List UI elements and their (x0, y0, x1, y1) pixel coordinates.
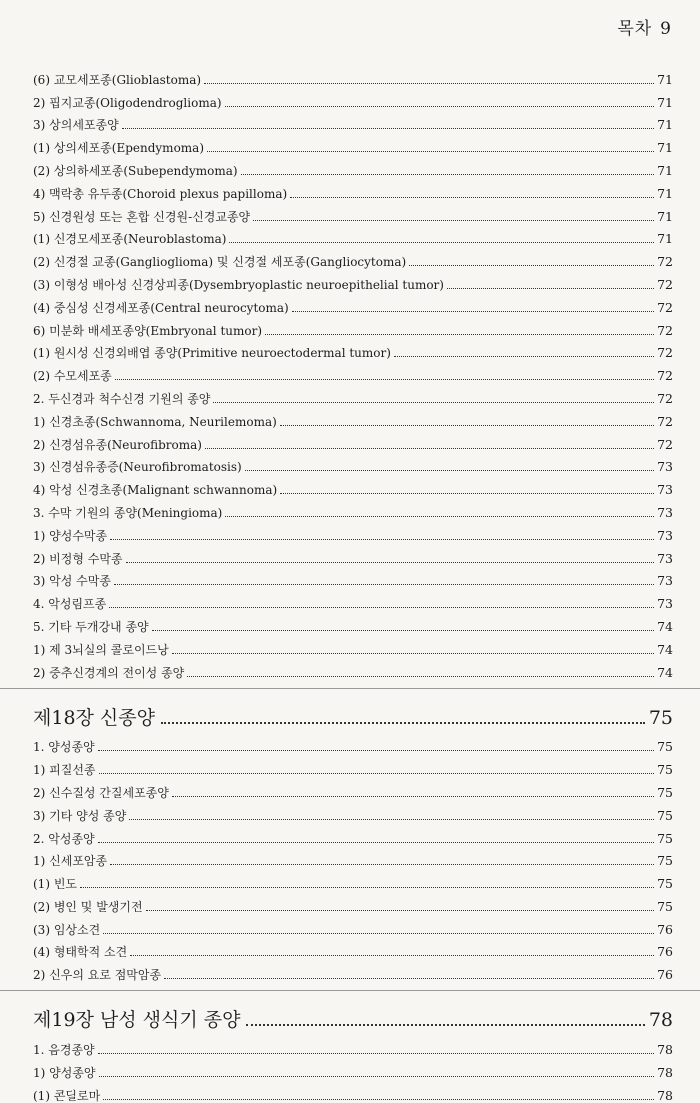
toc-entry-page-number: 71 (657, 231, 673, 247)
toc-entry-title: (2) 상의하세포종(Subependymoma) (33, 163, 238, 178)
toc-entry-page-number: 73 (657, 527, 673, 543)
header-page-number: 9 (660, 19, 672, 39)
toc-entry[interactable] (33, 201, 673, 224)
toc-entry-page-number: 74 (657, 618, 673, 634)
toc-entry-page-number: 76 (657, 921, 673, 937)
toc-entry[interactable] (33, 868, 673, 891)
toc-entry-title: 1) 피질선종 (33, 763, 96, 778)
toc-entry-title: 2) 신경섬유종(Neurofibroma) (33, 437, 202, 452)
dot-leader (152, 630, 654, 631)
toc-entry-page-number: 75 (657, 784, 673, 800)
toc-entry[interactable] (33, 1057, 673, 1080)
dot-leader (103, 1099, 654, 1100)
toc-entry-title: 5) 신경원성 또는 혼합 신경원-신경교종양 (33, 209, 251, 224)
toc-entry[interactable] (33, 914, 673, 937)
toc-entry-page-number: 73 (657, 482, 673, 498)
toc-entry-title: 2) 비정형 수막종 (33, 551, 123, 566)
dot-leader (229, 242, 654, 243)
toc-entry[interactable] (33, 634, 673, 657)
toc-entry[interactable] (33, 611, 673, 634)
toc-entry-title: 3) 기타 양성 종양 (33, 808, 127, 823)
toc-entry[interactable] (33, 543, 673, 566)
dot-leader (122, 128, 654, 129)
toc-entry-title: (1) 상의세포종(Ependymoma) (33, 141, 205, 156)
toc-entry-title: 4) 맥락총 유두종(Choroid plexus papilloma) (33, 186, 288, 201)
toc-entry[interactable] (33, 520, 673, 543)
page-header (617, 14, 672, 39)
toc-entry-title: (4) 형태학적 소견 (33, 945, 128, 960)
toc-entry[interactable] (33, 937, 673, 960)
toc-entry-title: 1) 신경초종(Schwannoma, Neurilemoma) (33, 414, 277, 429)
dot-leader (164, 978, 654, 979)
toc-entry[interactable] (33, 474, 673, 497)
toc-entry[interactable] (33, 132, 673, 155)
toc-entry[interactable] (33, 1034, 673, 1057)
toc-entry[interactable] (33, 360, 673, 383)
dot-leader (146, 910, 655, 911)
section-divider (0, 990, 700, 991)
dot-leader (204, 83, 654, 84)
toc-entry[interactable] (33, 178, 673, 201)
dot-leader (246, 1024, 644, 1026)
toc-entry[interactable] (33, 777, 673, 800)
section-divider (0, 688, 700, 689)
toc-entry-title: 2. 두신경과 척수신경 기원의 종양 (33, 391, 211, 406)
toc-entry-title: 5. 기타 두개강내 종양 (33, 619, 149, 634)
toc-entry-title: (1) 신경모세포종(Neuroblastoma) (33, 232, 227, 247)
dot-leader (80, 887, 654, 888)
toc-entry-page-number: 73 (657, 504, 673, 520)
toc-entry[interactable] (33, 315, 673, 338)
toc-entry-title: 6) 미분화 배세포종양(Embryonal tumor) (33, 323, 263, 338)
toc-entry-page-number: 75 (657, 830, 673, 846)
chapter-title: 제19장 남성 생식기 종양 (33, 1009, 241, 1032)
toc-entry[interactable] (33, 588, 673, 611)
dot-leader (241, 174, 655, 175)
dot-leader (225, 516, 654, 517)
toc-entry-page-number: 75 (657, 898, 673, 914)
toc-entry[interactable] (33, 891, 673, 914)
toc-entry-title: 3) 상의세포종양 (33, 118, 119, 133)
toc-entry-page-number: 71 (657, 117, 673, 133)
toc-entry-page-number: 71 (657, 208, 673, 224)
toc-entry[interactable] (33, 155, 673, 178)
dot-leader (126, 562, 655, 563)
chapter-page-number: 75 (648, 706, 673, 729)
toc-entry-title: 1) 양성수막종 (33, 528, 108, 543)
dot-leader (110, 539, 654, 540)
toc-entry-title: (3) 임상소견 (33, 922, 101, 937)
dot-leader (280, 493, 654, 494)
toc-entry-page-number: 72 (657, 390, 673, 406)
toc-entry-page-number: 71 (657, 140, 673, 156)
toc-entry-page-number: 71 (657, 162, 673, 178)
toc-entry-title: (1) 빈도 (33, 877, 77, 892)
toc-entry-page-number: 73 (657, 596, 673, 612)
header-label: 목차 (617, 19, 653, 39)
dot-leader (172, 653, 654, 654)
toc-entry-page-number: 72 (657, 345, 673, 361)
toc-entry-title: 1. 음경종양 (33, 1043, 95, 1058)
dot-leader (225, 106, 655, 107)
chapter-page-number: 78 (648, 1009, 673, 1032)
dot-leader (110, 864, 654, 865)
toc-entry-page-number: 78 (657, 1042, 673, 1058)
toc-entry-title: (1) 원시성 신경외배엽 종양(Primitive neuroectodermal tumor) (33, 346, 391, 361)
toc-entry-page-number: 76 (657, 967, 673, 983)
dot-leader (290, 197, 654, 198)
table-of-contents (33, 64, 673, 1103)
toc-entry[interactable] (33, 452, 673, 475)
dot-leader (161, 722, 645, 724)
dot-leader (292, 311, 654, 312)
toc-entry-page-number: 75 (657, 853, 673, 869)
dot-leader (213, 402, 654, 403)
toc-entry-page-number: 72 (657, 368, 673, 384)
toc-entry-title: 3. 수막 기원의 종양(Meningioma) (33, 505, 223, 520)
toc-entry-title: (1) 콘딜로마 (33, 1088, 101, 1103)
dot-leader (280, 425, 654, 426)
toc-entry[interactable] (33, 64, 673, 87)
dot-leader (130, 955, 654, 956)
toc-entry-title: 1. 양성종양 (33, 740, 95, 755)
toc-entry-page-number: 71 (657, 94, 673, 110)
toc-entry-page-number: 75 (657, 762, 673, 778)
toc-entry-title: (2) 병인 및 발생기전 (33, 899, 143, 914)
toc-entry-title: 3) 신경섬유종증(Neurofibromatosis) (33, 460, 242, 475)
toc-entry-page-number: 73 (657, 459, 673, 475)
toc-entry[interactable] (33, 269, 673, 292)
toc-entry[interactable] (33, 732, 673, 755)
toc-entry[interactable] (33, 800, 673, 823)
toc-entry[interactable] (33, 224, 673, 247)
toc-entry-page-number: 72 (657, 254, 673, 270)
toc-entry-page-number: 78 (657, 1064, 673, 1080)
toc-entry[interactable] (33, 754, 673, 777)
toc-entry-title: 1) 제 3뇌실의 콜로이드낭 (33, 642, 169, 657)
toc-entry-page-number: 75 (657, 807, 673, 823)
toc-entry-title: (3) 이형성 배아성 신경상피종(Dysembryoplastic neuroepithelial tumor) (33, 277, 444, 292)
toc-entry-title: (6) 교모세포종(Glioblastoma) (33, 72, 202, 87)
toc-entry-title: 3) 악성 수막종 (33, 574, 111, 589)
dot-leader (205, 448, 654, 449)
toc-entry-page-number: 74 (657, 641, 673, 657)
dot-leader (99, 1076, 655, 1077)
toc-entry-title: 1) 양성종양 (33, 1065, 96, 1080)
toc-entry-page-number: 72 (657, 276, 673, 292)
toc-entry-page-number: 72 (657, 322, 673, 338)
toc-entry-title: 4. 악성림프종 (33, 597, 107, 612)
toc-entry-page-number: 72 (657, 299, 673, 315)
toc-entry[interactable] (33, 566, 673, 589)
toc-entry[interactable] (33, 338, 673, 361)
toc-entry-title: 2. 악성종양 (33, 831, 95, 846)
toc-entry-title: 2) 신수질성 간질세포종양 (33, 785, 169, 800)
dot-leader (409, 265, 654, 266)
toc-entry[interactable] (33, 657, 673, 680)
toc-entry-title: 4) 악성 신경초종(Malignant schwannoma) (33, 483, 278, 498)
toc-entry-title: 2) 신우의 요로 점막암종 (33, 968, 162, 983)
dot-leader (109, 607, 654, 608)
toc-entry-page-number: 72 (657, 436, 673, 452)
chapter-heading[interactable] (33, 999, 673, 1031)
toc-entry-page-number: 75 (657, 876, 673, 892)
toc-entry[interactable] (33, 1080, 673, 1103)
dot-leader (98, 750, 654, 751)
toc-entry-page-number: 73 (657, 550, 673, 566)
dot-leader (253, 220, 654, 221)
toc-entry[interactable] (33, 406, 673, 429)
toc-entry[interactable] (33, 497, 673, 520)
chapter-heading[interactable] (33, 697, 673, 729)
toc-entry-page-number: 71 (657, 71, 673, 87)
dot-leader (103, 933, 654, 934)
toc-entry-page-number: 78 (657, 1087, 673, 1103)
toc-entry[interactable] (33, 110, 673, 133)
toc-entry-title: 2) 핍지교종(Oligodendroglioma) (33, 95, 222, 110)
toc-entry[interactable] (33, 823, 673, 846)
toc-entry-page-number: 75 (657, 739, 673, 755)
toc-entry[interactable] (33, 429, 673, 452)
dot-leader (115, 379, 654, 380)
toc-entry-page-number: 71 (657, 185, 673, 201)
dot-leader (394, 356, 654, 357)
toc-entry-title: (2) 수모세포종 (33, 369, 112, 384)
dot-leader (245, 470, 654, 471)
dot-leader (447, 288, 654, 289)
chapter-title: 제18장 신종양 (33, 706, 155, 729)
dot-leader (172, 796, 654, 797)
dot-leader (187, 676, 654, 677)
dot-leader (98, 1053, 654, 1054)
toc-entry-page-number: 74 (657, 664, 673, 680)
toc-entry-title: 1) 신세포암종 (33, 854, 108, 869)
toc-entry[interactable] (33, 383, 673, 406)
toc-entry-title: 2) 중추신경계의 전이성 종양 (33, 665, 185, 680)
toc-entry-page-number: 72 (657, 413, 673, 429)
dot-leader (114, 584, 654, 585)
dot-leader (99, 773, 655, 774)
toc-entry-page-number: 76 (657, 944, 673, 960)
toc-entry[interactable] (33, 246, 673, 269)
toc-entry-title: (2) 신경절 교종(Ganglioglioma) 및 신경절 세포종(Gangliocytoma) (33, 255, 407, 270)
dot-leader (129, 819, 654, 820)
toc-entry[interactable] (33, 846, 673, 869)
dot-leader (98, 842, 654, 843)
toc-entry[interactable] (33, 959, 673, 982)
dot-leader (207, 151, 654, 152)
dot-leader (265, 334, 654, 335)
toc-entry[interactable] (33, 292, 673, 315)
toc-entry[interactable] (33, 87, 673, 110)
toc-entry-title: (4) 중심성 신경세포종(Central neurocytoma) (33, 300, 289, 315)
toc-entry-page-number: 73 (657, 573, 673, 589)
